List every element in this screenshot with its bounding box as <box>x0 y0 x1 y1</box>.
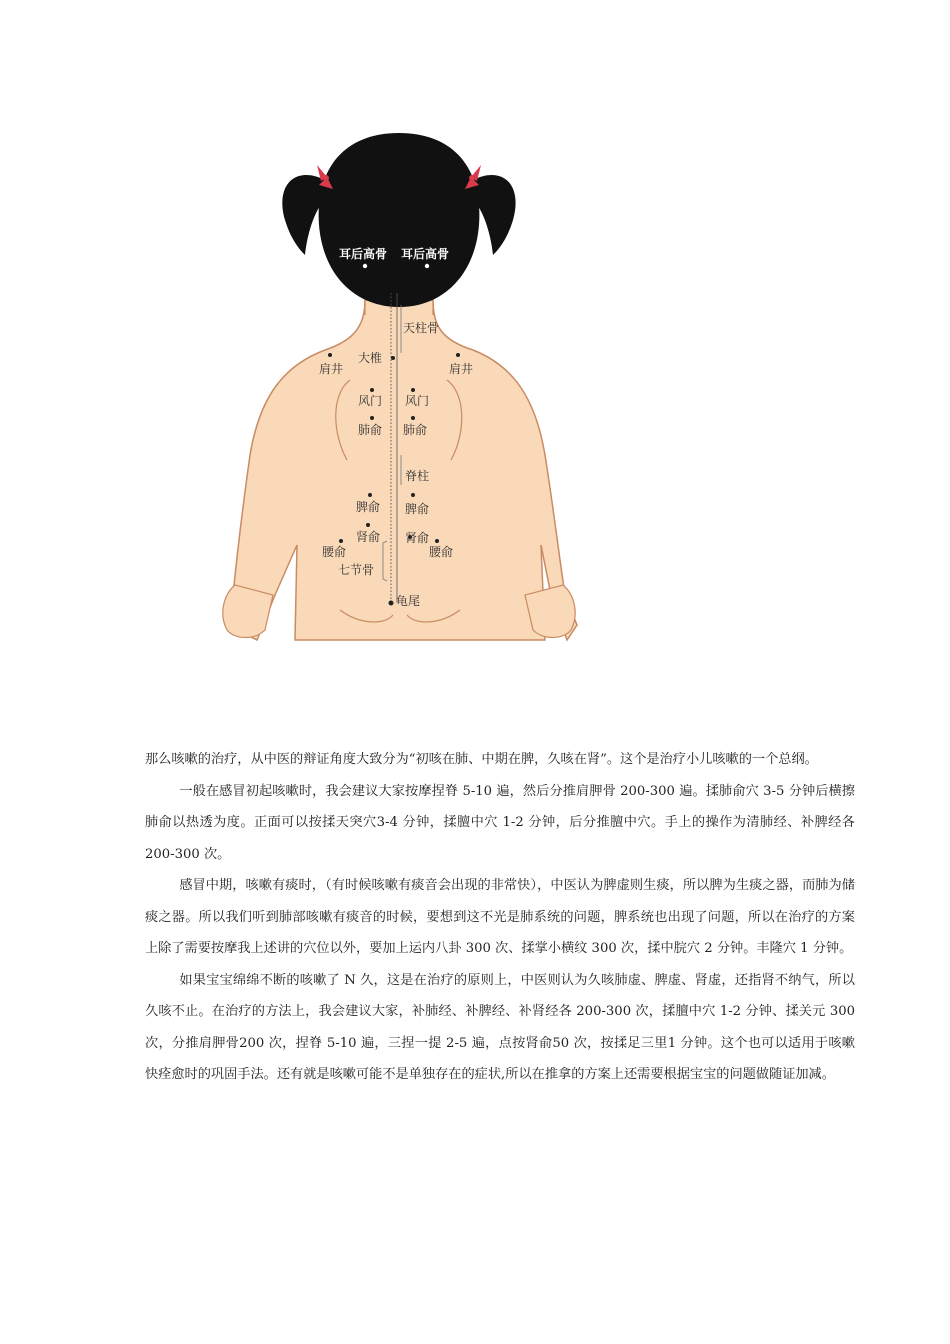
label-yaoshu-right: 腰俞 <box>429 545 454 559</box>
jianjing-right-point <box>456 353 460 357</box>
article-body <box>145 744 855 1091</box>
jianjing-left-point <box>328 353 332 357</box>
pishu-left-point <box>368 493 372 497</box>
feishu-left-point <box>370 416 374 420</box>
yaoshu-right-point <box>435 539 439 543</box>
paragraph-2: 一般在感冒初起咳嗽时，我会建议大家按摩捏脊 5-10 遍，然后分推肩胛骨 200-300 遍。揉肺俞穴 3-5 分钟后横擦肺俞以热透为度。正面可以按揉天突穴3-4 分钟，揉膻中穴 1-2 分钟，后分推膻中穴。手上的操作为清肺经、补脾经各 200-300 次。 <box>145 783 855 862</box>
paragraph-3: 感冒中期，咳嗽有痰时，（有时候咳嗽有痰音会出现的非常快），中医认为脾虚则生痰，所以脾为生痰之器，而肺为储痰之器。所以我们听到肺部咳嗽有痰音的时候，要想到这不光是肺系统的问题，脾系统也出现了问题，所以在治疗的方案上除了需要按摩我上述讲的穴位以外，要加上运内八卦 300 次、揉掌小横纹 300 次，揉中脘穴 2 分钟。丰隆穴 1 分钟。 <box>145 878 855 956</box>
right-hand <box>525 585 575 638</box>
guiwei-point <box>389 601 394 606</box>
label-feishu-left: 肺俞 <box>358 423 383 437</box>
child-back-figure <box>215 125 585 645</box>
label-ear-left: 耳后高骨 <box>339 247 388 261</box>
label-pishu-right: 脾俞 <box>405 502 430 516</box>
label-guiwei: 龟尾 <box>396 594 421 608</box>
label-shenshu-right: 肾俞 <box>405 531 430 545</box>
label-yaoshu-left: 腰俞 <box>322 545 347 559</box>
label-shenshu-left: 肾俞 <box>356 530 381 544</box>
label-ear-right: 耳后高骨 <box>401 247 450 261</box>
label-feishu-right: 肺俞 <box>403 423 428 437</box>
label-dazhui: 大椎 <box>358 351 383 365</box>
yaoshu-left-point <box>339 539 343 543</box>
acupoint-illustration <box>215 125 585 645</box>
label-jianjing-left: 肩井 <box>319 362 344 376</box>
label-fengmen-right: 风门 <box>405 394 430 408</box>
label-jizhu: 脊柱 <box>405 469 430 483</box>
torso-shape <box>227 300 577 640</box>
feishu-right-point <box>411 416 415 420</box>
paragraph-4: 如果宝宝绵绵不断的咳嗽了 N 久，这是在治疗的原则上，中医则认为久咳肺虚、脾虚、肾虚，还指肾不纳气，所以久咳不止。在治疗的方法上，我会建议大家，补肺经、补脾经、补肾经各 200-300 次，揉膻中穴 1-2 分钟、揉关元 300 次，分推肩胛骨200 次，捏脊 5-10 遍，三捏一提 2-5 遍，点按肾俞50 次，按揉足三里1 分钟。这个也可以适用于咳嗽快痊愈时的巩固手法。还有就是咳嗽可能不是单独存在的症状,所以在推拿的方案上还需要根据宝宝的问题做随证加减。 <box>145 972 855 1082</box>
label-fengmen-left: 风门 <box>358 394 383 408</box>
dazhui-point <box>391 356 395 360</box>
label-qijiegu: 七节骨 <box>338 563 375 577</box>
left-hand <box>223 585 273 638</box>
pishu-right-point <box>411 493 415 497</box>
shenshu-left-point <box>366 523 370 527</box>
hair <box>319 133 480 307</box>
fengmen-right-point <box>411 388 415 392</box>
label-jianjing-right: 肩井 <box>449 362 474 376</box>
label-tianzhugu: 天柱骨 <box>403 321 440 335</box>
ear-point-left <box>363 264 367 268</box>
fengmen-left-point <box>370 388 374 392</box>
label-pishu-left: 脾俞 <box>356 500 381 514</box>
paragraph-1: 那么咳嗽的治疗，从中医的辩证角度大致分为“初咳在肺、中期在脾，久咳在肾”。这个是治疗小儿咳嗽的一个总纲。 <box>145 752 818 767</box>
ear-point-right <box>425 264 429 268</box>
